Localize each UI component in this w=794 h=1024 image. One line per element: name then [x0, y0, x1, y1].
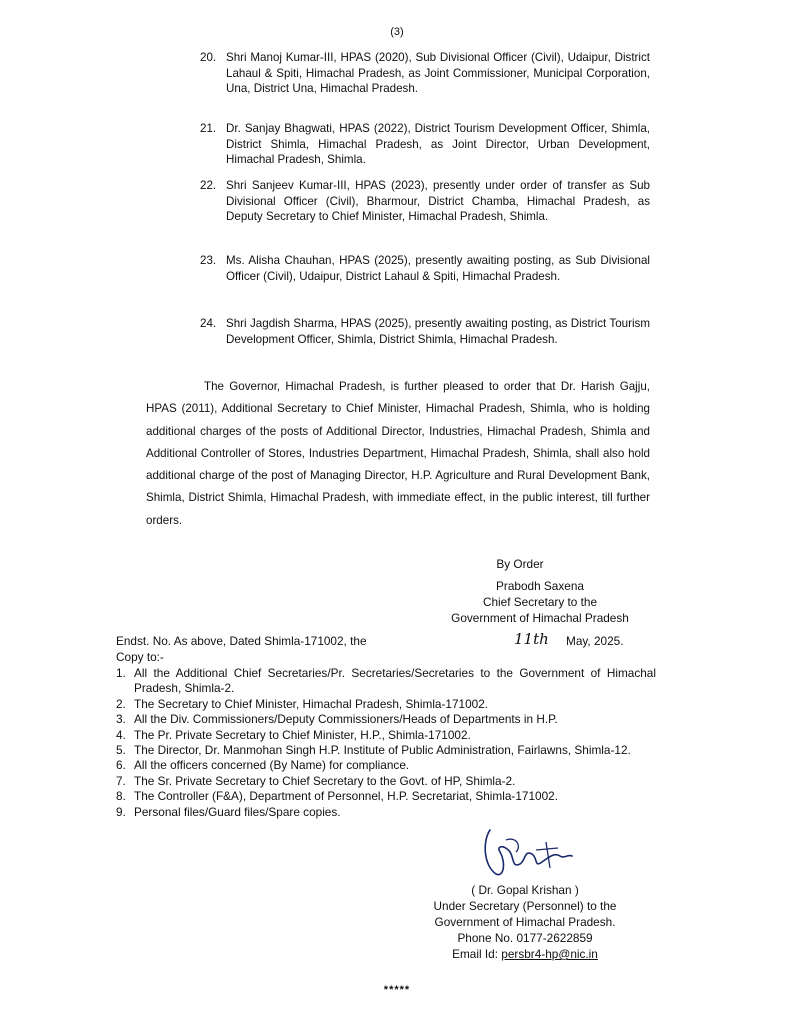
copy-item-text: The Secretary to Chief Minister, Himachal Pradesh, Shimla-171002.	[134, 696, 489, 711]
copy-item-text: The Sr. Private Secretary to Chief Secretary to the Govt. of HP, Shimla-2.	[134, 773, 516, 788]
end-marker: *****	[383, 984, 411, 996]
copy-item-number: 8.	[116, 789, 126, 804]
copy-item-text: All the Div. Commissioners/Deputy Commissioners/Heads of Departments in H.P.	[134, 712, 558, 727]
copy-item-text: All the officers concerned (By Name) for compliance.	[134, 758, 410, 773]
endorsement-text: Endst. No. As above, Dated Shimla-171002, the	[116, 634, 367, 648]
copy-item-number: 7.	[116, 773, 126, 788]
by-order: By Order	[496, 557, 544, 571]
list-item	[200, 316, 650, 347]
item-number: 20.	[200, 51, 217, 64]
copy-item	[116, 666, 656, 697]
signatory-name: ( Dr. Gopal Krishan )	[471, 883, 579, 897]
endorsement-line	[116, 630, 656, 648]
copy-item-number: 1.	[116, 666, 126, 680]
list-item	[200, 121, 650, 168]
signatory-top	[430, 578, 650, 626]
signatory-designation: Under Secretary (Personnel) to the	[433, 899, 617, 913]
copy-to-label: Copy to:-	[116, 650, 164, 664]
copy-item	[116, 789, 656, 804]
email-line	[400, 946, 650, 962]
order-paragraph	[146, 376, 650, 532]
item-text: Shri Manoj Kumar-III, HPAS (2020), Sub Divisional Officer (Civil), Udaipur, District Lahaul & Spiti, Himachal Pradesh, as Joint Commissioner, Municipal Corporation, Una, District Una, Himachal Pradesh.	[226, 51, 650, 95]
copy-item	[116, 805, 656, 820]
copy-item-text: The Pr. Private Secretary to Chief Minister, H.P., Shimla-171002.	[134, 727, 471, 742]
copy-item-number: 3.	[116, 712, 126, 727]
list-item	[200, 253, 650, 284]
copy-item	[116, 774, 656, 789]
item-number: 21.	[200, 122, 217, 135]
order-paragraph-text: The Governor, Himachal Pradesh, is further pleased to order that Dr. Harish Gajju, HPAS (2011), Additional Secretary to Chief Minister, Himachal Pradesh, Shimla, who is holding additional charges of the posts of Additional Director, Industries, Himachal Pradesh, Shimla and Additional Controller of Stores, Industries Department, Himachal Pradesh, Shimla, shall also hold additional charge of the post of Managing Director, H.P. Agriculture and Rural Development Bank, Shimla, District Shimla, Himachal Pradesh, with immediate effect, in the public interest, till further orders.	[146, 380, 650, 527]
copy-item-number: 2.	[116, 696, 126, 711]
signatory-bottom	[400, 882, 650, 962]
copy-item	[116, 697, 656, 712]
signatory-designation: Chief Secretary to the	[482, 595, 598, 609]
handwritten-signature	[476, 822, 586, 888]
copy-item	[116, 743, 656, 758]
item-text: Dr. Sanjay Bhagwati, HPAS (2022), District Tourism Development Officer, Shimla, District Shimla, Himachal Pradesh, as Joint Director, Urban Development, Himachal Pradesh, Shimla.	[226, 122, 650, 166]
copy-item	[116, 712, 656, 727]
item-number: 24.	[200, 317, 217, 330]
item-text: Shri Jagdish Sharma, HPAS (2025), presently awaiting posting, as District Tourism Development Officer, Shimla, District Shimla, Himachal Pradesh.	[226, 317, 650, 346]
copy-item-text: All the Additional Chief Secretaries/Pr. Secretaries/Secretaries to the Government of Himachal Pradesh, Shimla-2.	[134, 666, 656, 696]
copy-item-number: 5.	[116, 743, 126, 758]
email-link[interactable]: persbr4-hp@nic.in	[501, 947, 598, 961]
item-text: Shri Sanjeev Kumar-III, HPAS (2023), presently under order of transfer as Sub Divisional Officer (Civil), Bharmour, District Chamba, Himachal Pradesh, as Deputy Secretary to Chief Minister, Himachal Pradesh, Shimla.	[226, 179, 650, 223]
item-text: Ms. Alisha Chauhan, HPAS (2025), presently awaiting posting, as Sub Divisional Officer (Civil), Udaipur, District Lahaul & Spiti, Himachal Pradesh.	[226, 254, 650, 283]
email-label: Email Id:	[452, 947, 499, 961]
signatory-office: Government of Himachal Pradesh	[451, 611, 629, 625]
copy-item	[116, 728, 656, 743]
copy-item-text: Personal files/Guard files/Spare copies.	[134, 804, 341, 819]
copy-item-text: The Controller (F&A), Department of Personnel, H.P. Secretariat, Shimla-171002.	[134, 789, 559, 804]
item-number: 23.	[200, 254, 217, 267]
copy-item	[116, 758, 656, 773]
phone-number: Phone No. 0177-2622859	[457, 931, 593, 945]
handwritten-day: 11th	[514, 630, 549, 648]
page-number: (3)	[390, 26, 404, 38]
copy-item-number: 9.	[116, 804, 126, 819]
item-number: 22.	[200, 179, 217, 192]
list-item	[200, 50, 650, 97]
list-item	[200, 178, 650, 225]
endorsement-month-year: May, 2025.	[566, 634, 624, 648]
signatory-name: Prabodh Saxena	[496, 579, 584, 593]
copy-item-number: 6.	[116, 758, 126, 773]
copy-item-number: 4.	[116, 727, 126, 742]
signatory-office: Government of Himachal Pradesh.	[434, 915, 616, 929]
copy-item-text: The Director, Dr. Manmohan Singh H.P. Institute of Public Administration, Fairlawns, Shimla-12.	[134, 743, 631, 758]
copy-list	[116, 666, 656, 820]
